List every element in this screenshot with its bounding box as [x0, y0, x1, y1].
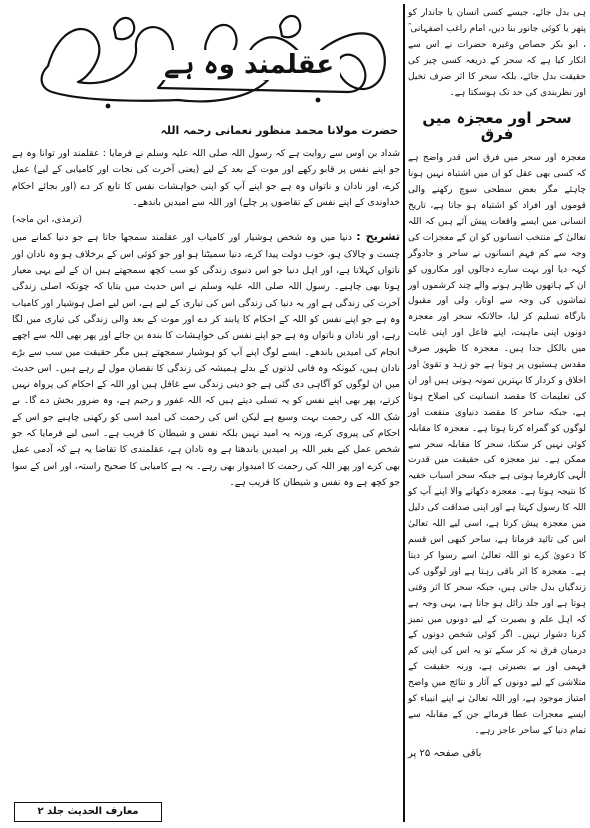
main-column	[12, 146, 400, 796]
tashreeh-label: تشریح :	[356, 230, 400, 244]
right-column	[408, 6, 586, 821]
section-heading: سحر اور معجزہ میں فرق	[422, 109, 572, 144]
hadith-reference: (ترمذی، ابن ماجہ)	[12, 215, 82, 226]
continued-note: باقی صفحہ ۲۵ پر	[408, 747, 482, 759]
footer-source: معارف الحدیث جلد ۲	[14, 802, 162, 822]
right-column-intro: ہی بدل جائے، جیسے کسی انسان یا جاندار کو پتھر یا کوئی جانور بنا دیں، امام راغب اصفہانی ؒ ، ابو بکر جصاص وغیرہ حضرات نے اس سے انکار کیا ہے کہ سحر کے ذریعہ کسی چیز کی حقیقت بدل جائے، بلکہ سحر کا اثر صرف تخیل اور نظربندی کی حد تک ہوسکتا ہے۔	[408, 8, 586, 98]
author-byline: حضرت مولانا محمد منظور نعمانی رحمہ اللہ	[160, 124, 398, 137]
article-title	[18, 8, 398, 120]
tashreeh-paragraph	[12, 229, 400, 491]
article-title-text: عقلمند وہ ہے	[158, 50, 340, 80]
column-divider	[403, 4, 405, 822]
right-column-body: معجزہ اور سحر میں فرق اس قدر واضح ہے کہ کسی بھی عقل کو ان میں اشتباہ نہیں ہونا چاہئے مگر بعض سطحی سوچ رکھنے والی قوموں اور افراد کو اشتباہ ہو جاتا ہے، تاریخ انسانی میں ایسے واقعات پیش آئے ہیں کہ اللہ تعالیٰ کے منتخب انسانوں کو ان کے معجزات کی وجہ سے کم فہم انسانوں نے ساحر و جادوگر کہہ دیا اور بہت سارے دجالوں اور مکاروں کو ان کے ہاتھوں ظاہر ہونے والے چند کرشموں اور تماشوں کی وجہ سے اوتار، ولی اور مقبول بارگاہ تسلیم کر لیا، حالانکہ سحر اور معجزہ دونوں اپنی ماہیت، اپنے فاعل اور اپنی غایت میں بالکل جدا ہیں۔ معجزہ کا ظہور صرف مقدس ہستیوں پر ہوتا ہے جو زہد و تقویٰ اور اخلاق و کردار کا بہترین نمونہ ہوتی ہیں اور ان کی تعلیمات کا مقصد انسانیت کی اصلاح ہوتا ہے، جبکہ ساحر کا مقصد دنیاوی منفعت اور لوگوں کو گمراہ کرنا ہوتا ہے۔ معجزہ کا مقابلہ کوئی نہیں کر سکتا، سحر کا مقابلہ سحر سے ممکن ہے۔ نیز معجزہ کی حقیقت میں قدرت الٰہی کارفرما ہوتی ہے جبکہ سحر اسباب خفیہ کا نتیجہ ہوتا ہے۔ معجزہ دکھانے والا اپنے آپ کو اللہ کا رسول کہتا ہے اور اپنی صداقت کی دلیل میں معجزہ پیش کرتا ہے، اسی لیے اللہ تعالیٰ اس کی تائید فرماتا ہے، ساحر کبھی اس قسم کا دعویٰ کرے تو اللہ تعالیٰ اسے رسوا کر دیتا ہے۔ معجزہ کا اثر باقی رہتا ہے اور لوگوں کی زندگیاں بدل جاتی ہیں، جبکہ سحر کا اثر وقتی ہوتا ہے اور جلد زائل ہو جاتا ہے، یہی وجہ ہے کہ اہل علم و بصیرت کے لیے دونوں میں تمیز کرنا دشوار نہیں۔ اگر کوئی شخص دونوں کے درمیان فرق نہ کر سکے تو یہ اس کی اپنی کم فہمی اور بے بصیرتی ہے، ورنہ حقیقت کے متلاشی کے لیے دونوں کے آثار و نتائج میں واضح امتیاز موجود ہے، اور اللہ تعالیٰ نے اپنے انبیاء کو ایسے معجزات عطا فرمائے جن کے مقابلہ سے تمام دنیا کے ساحر عاجز رہے۔	[408, 153, 586, 736]
tashreeh-text: دنیا میں وہ شخص ہوشیار اور کامیاب اور عقلمند سمجھا جاتا ہے جو دنیا کمانے میں چست و چالاک ہو، خوب دولت پیدا کرے، دنیا سمیٹنا ہو اور جو کوئی اس کے برخلاف ہو وہ نادان اور ناتواں کہلاتا ہے، اور اہل دنیا جو اس دنیوی زندگی کو سب کچھ سمجھتے ہیں ان کے لیے یہی معیار ہونا بھی چاہیے۔ رسول اللہ صلی اللہ علیہ وسلم نے اس حدیث میں بتایا کہ چونکہ اصلی زندگی آخرت کی زندگی ہے اور یہ دنیا کی زندگی اس کی تیاری کے لیے ہے، اس لیے اصل ہوشیار اور کامیاب وہ ہے جو اپنے نفس کو اللہ کے احکام کا پابند کر دے اور موت کے بعد والی زندگی کی تیاری میں لگا رہے، اور نادان و ناتواں وہ ہے جو اپنے نفس کی خواہشات کا بندہ بن جائے اور پھر بھی اللہ سے اچھے انجام کی امیدیں باندھے۔ ایسے لوگ اپنے آپ کو ہوشیار سمجھتے ہیں مگر حقیقت میں سب سے بڑے نادان ہیں، کیونکہ وہ فانی لذتوں کے بدلے ہمیشہ کی زندگی کا نقصان مول لے رہے ہیں۔ اس حدیث میں ان لوگوں کو آگاہی دی گئی ہے جو دینی زندگی سے غافل ہیں اور اللہ کے احکام کی پرواہ نہیں کرتے، پھر بھی اپنے نفس کو یہ تسلی دیتے ہیں کہ اللہ غفور و رحیم ہے، وہ ضرور بخش دے گا۔ بے شک اللہ کی رحمت بہت وسیع ہے لیکن اس کی رحمت کی امید اسی کو رکھنی چاہیے جو اس کے احکام کی پیروی کرے، ورنہ یہ امید نہیں بلکہ نفس و شیطان کا فریب ہے۔ اسی لیے فرمایا کہ جو شخص عمل کیے بغیر اللہ پر امیدیں باندھتا ہے وہ نادان ہے، عقلمندی کا تقاضا یہ ہے کہ آدمی عمل بھی کرے اور پھر اللہ کی رحمت کا امیدوار بھی رہے۔ یہ ہے کامیابی کا صحیح راستہ، اور اس کے سوا جو کچھ ہے وہ نفس و شیطان کا فریب ہے۔	[12, 232, 400, 488]
hadith-text: شداد بن اوس سے روایت ہے کہ رسول اللہ صلی اللہ علیہ وسلم نے فرمایا : عقلمند اور توانا وہ ہے جو اپنے نفس پر قابو رکھے اور موت کے بعد کے لیے (یعنی آخرت کی نجات اور کامیابی کے لیے) عمل کرے، اور نادان و ناتواں وہ ہے جو اپنے آپ کو اپنی خواہشات نفس کا تابع کر دے (اور بجائے احکام خداوندی کے اپنے نفس کے تقاضوں پر چلے) اور اللہ سے امیدیں باندھے۔	[12, 148, 400, 208]
